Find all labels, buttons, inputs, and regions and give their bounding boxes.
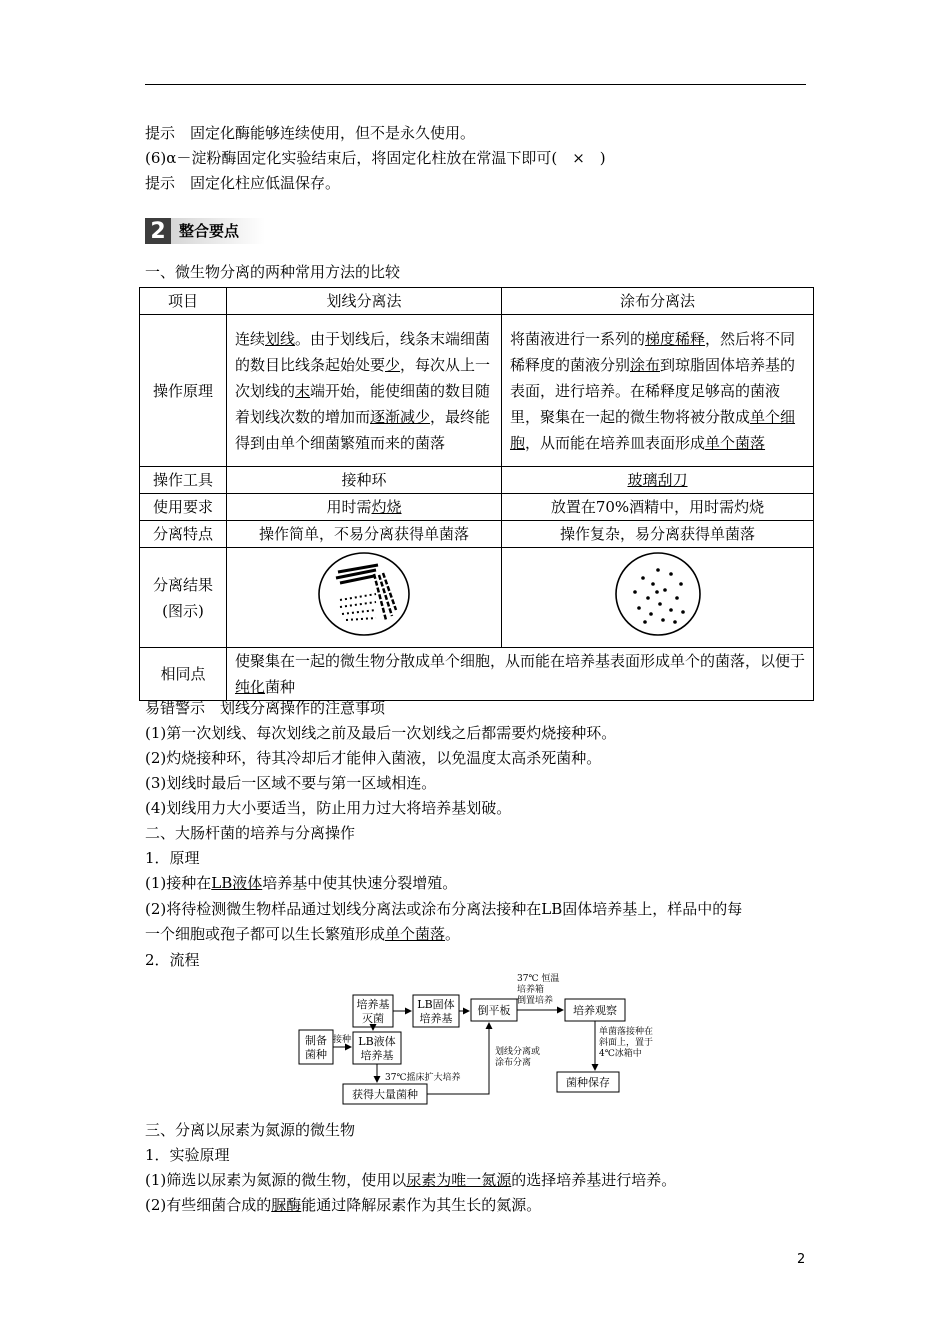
section-header [145,218,265,244]
table-cell: 接种环 [227,467,502,494]
section-title: 整合要点 [171,218,265,244]
comparison-table [139,287,814,701]
part2-heading: 二、大肠杆菌的培养与分离操作 [145,824,356,842]
flow-label: 培养基 [419,1012,453,1025]
section-number: 2 [145,218,171,244]
row-label: 操作原理 [140,315,227,467]
flow-note: 涂布分离 [495,1058,532,1068]
hint-line: 提示 固定化酶能够连续使用，但不是永久使用。 [145,124,476,142]
flow-label: 菌种保存 [566,1076,610,1089]
flow-label: 培养基 [360,1049,394,1062]
table-header: 划线分离法 [227,288,502,315]
flow-label: 培养观察 [573,1004,617,1017]
question-line: (6)α－淀粉酶固定化实验结束后，将固定化柱放在常温下即可( × ) [145,149,606,167]
table-cell: 操作复杂，易分离获得单菌落 [502,521,814,548]
subheading: 1．实验原理 [145,1146,230,1164]
list-item: (2)灼烧接种环，待其冷却后才能伸入菌液，以免温度太高杀死菌种。 [145,749,602,767]
warning-title: 易错警示 划线分离操作的注意事项 [145,699,386,717]
table-row [140,315,814,467]
flow-note: 37℃摇床扩大培养 [385,1073,461,1083]
spread-plate-figure [613,550,703,638]
flow-note: 斜面上，置于 [599,1038,654,1048]
flow-diagram [295,972,685,1108]
flow-label: LB液体 [358,1035,396,1048]
table-row [140,494,814,521]
table-row [140,288,814,315]
table-cell [502,548,814,648]
hint-line: 提示 固定化柱应低温保存。 [145,174,341,192]
table-row [140,521,814,548]
paragraph: (1)接种在LB液体培养基中使其快速分裂增殖。 [145,874,458,892]
header-rule [145,84,806,85]
row-label: 相同点 [140,648,227,701]
part1-heading: 一、微生物分离的两种常用方法的比较 [145,263,401,281]
paragraph: (2)有些细菌合成的脲酶能通过降解尿素作为其生长的氮源。 [145,1196,542,1214]
row-label: 操作工具 [140,467,227,494]
flow-note: 培养箱 [517,985,545,995]
table-row [140,548,814,648]
part3-heading: 三、分离以尿素为氮源的微生物 [145,1121,356,1139]
paragraph: (2)将待检测微生物样品通过划线分离法或涂布分离法接种在LB固体培养基上，样品中的每 [145,900,743,918]
list-item: (3)划线时最后一区域不要与第一区域相连。 [145,774,437,792]
table-cell: 连续划线。由于划线后，线条末端细菌的数目比线条起始处要少，每次从上一次划线的末端开始，能使细菌的数目随着划线次数的增加而逐渐减少，最终能得到由单个细菌繁殖而来的菌落 [227,315,502,467]
table-header: 项目 [140,288,227,315]
table-header: 涂布分离法 [502,288,814,315]
flow-label: 接种 [332,1035,352,1045]
table-row [140,648,814,701]
subheading: 1．原理 [145,849,200,867]
paragraph: 一个细胞或孢子都可以生长繁殖形成单个菌落。 [145,925,461,943]
table-cell: 操作简单，不易分离获得单菌落 [227,521,502,548]
table-row [140,467,814,494]
row-label: 使用要求 [140,494,227,521]
table-cell: 使聚集在一起的微生物分散成单个细胞，从而能在培养基表面形成单个的菌落，以便于纯化菌种 [227,648,814,701]
list-item: (1)第一次划线、每次划线之前及最后一次划线之后都需要灼烧接种环。 [145,724,617,742]
table-cell: 放置在70%酒精中，用时需灼烧 [502,494,814,521]
flow-label: 灭菌 [362,1012,384,1025]
flow-note: 划线分离或 [495,1047,541,1057]
flow-note: 倒置培养 [517,996,554,1006]
subheading: 2．流程 [145,951,200,969]
table-cell: 玻璃刮刀 [502,467,814,494]
row-label: 分离特点 [140,521,227,548]
table-cell: 将菌液进行一系列的梯度稀释，然后将不同稀释度的菌液分别涂布到琼脂固体培养基的表面，进行培养。在稀释度足够高的菌液里，聚集在一起的微生物将被分散成单个细胞，从而能在培养皿表面形成单个菌落 [502,315,814,467]
streak-plate-figure [316,550,412,638]
flow-note: 37℃ 恒温 [517,974,560,984]
table-cell: 用时需灼烧 [227,494,502,521]
list-item: (4)划线用力大小要适当，防止用力过大将培养基划破。 [145,799,512,817]
page-number: 2 [797,1252,806,1267]
flow-label: 倒平板 [477,1004,511,1017]
table-cell [227,548,502,648]
flow-note: 单菌落接种在 [599,1027,654,1037]
flow-label: 培养基 [356,998,390,1011]
flow-label: 制备 [305,1034,327,1047]
paragraph: (1)筛选以尿素为氮源的微生物，使用以尿素为唯一氮源的选择培养基进行培养。 [145,1171,677,1189]
flow-label: 菌种 [305,1048,327,1061]
row-label: 分离结果 (图示) [140,548,227,648]
flow-label: LB固体 [417,998,455,1011]
flow-label: 获得大量菌种 [352,1088,418,1101]
flow-note: 4℃冰箱中 [599,1049,642,1059]
